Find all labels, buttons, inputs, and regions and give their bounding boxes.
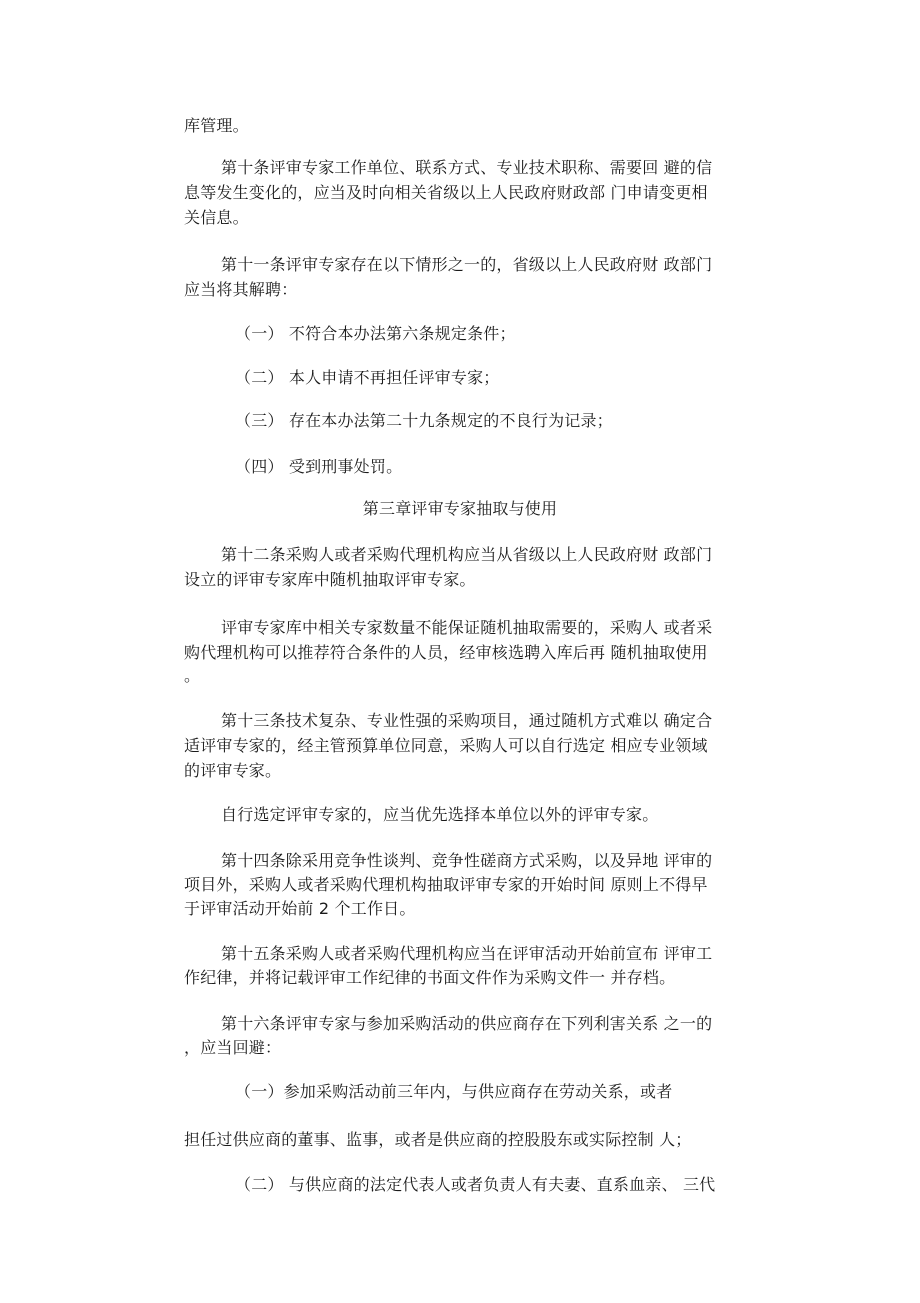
list-item-4: （四） 受到刑事处罚。 xyxy=(235,457,403,476)
article-13-line-2: 适评审专家的，经主管预算单位同意，采购人可以自行选定 相应专业领域 xyxy=(184,736,708,755)
list-item-1: （一）参加采购活动前三年内，与供应商存在劳动关系，或者 xyxy=(235,1082,673,1101)
paragraph-line: 评审专家库中相关专家数量不能保证随机抽取需要的，采购人 或者采 xyxy=(221,618,713,637)
article-16-line-2: ，应当回避： xyxy=(184,1038,282,1057)
list-item-2: （二） 本人申请不再担任评审专家； xyxy=(235,368,500,387)
article-13-line-3: 的评审专家。 xyxy=(184,761,282,780)
paragraph-line: 库管理。 xyxy=(184,116,249,135)
article-11-line-1: 第十一条评审专家存在以下情形之一的，省级以上人民政府财 政部门 xyxy=(221,255,713,274)
article-11-line-2: 应当将其解聘： xyxy=(184,280,298,299)
article-14-line-3: 于评审活动开始前 2 个工作日。 xyxy=(184,899,416,918)
article-16-line-1: 第十六条评审专家与参加采购活动的供应商存在下列利害关系 之一的 xyxy=(221,1014,713,1033)
list-item-2: （二） 与供应商的法定代表人或者负责人有夫妻、直系血亲、 三代 xyxy=(235,1175,716,1194)
chapter-heading: 第三章评审专家抽取与使用 xyxy=(362,499,558,518)
article-13-line-1: 第十三条技术复杂、专业性强的采购项目，通过随机方式难以 确定合 xyxy=(221,711,713,730)
list-item-3: （三） 存在本办法第二十九条规定的不良行为记录； xyxy=(235,411,613,430)
paragraph-line: 自行选定评审专家的，应当优先选择本单位以外的评审专家。 xyxy=(221,805,659,824)
article-10-line-1: 第十条评审专家工作单位、联系方式、专业技术职称、需要回 避的信 xyxy=(221,158,713,177)
article-12-line-1: 第十二条采购人或者采购代理机构应当从省级以上人民政府财 政部门 xyxy=(221,545,713,564)
paragraph-line: 购代理机构可以推荐符合条件的人员，经审核选聘入库后再 随机抽取使用 xyxy=(184,643,708,662)
article-15-line-1: 第十五条采购人或者采购代理机构应当在评审活动开始前宣布 评审工 xyxy=(221,944,713,963)
list-item-1: （一） 不符合本办法第六条规定条件； xyxy=(235,324,516,343)
paragraph-line: 。 xyxy=(184,666,201,685)
article-10-line-3: 关信息。 xyxy=(184,208,249,227)
article-10-line-2: 息等发生变化的，应当及时向相关省级以上人民政府财政部 门申请变更相 xyxy=(184,183,708,202)
article-14-line-2: 项目外，采购人或者采购代理机构抽取评审专家的开始时间 原则上不得早 xyxy=(184,875,708,894)
paragraph-line: 担任过供应商的董事、监事，或者是供应商的控股股东或实际控制 人； xyxy=(184,1130,692,1149)
article-14-line-1: 第十四条除采用竞争性谈判、竞争性磋商方式采购，以及异地 评审的 xyxy=(221,851,713,870)
article-12-line-2: 设立的评审专家库中随机抽取评审专家。 xyxy=(184,570,476,589)
article-15-line-2: 作纪律，并将记载评审工作纪律的书面文件作为采购文件一 并存档。 xyxy=(184,968,676,987)
